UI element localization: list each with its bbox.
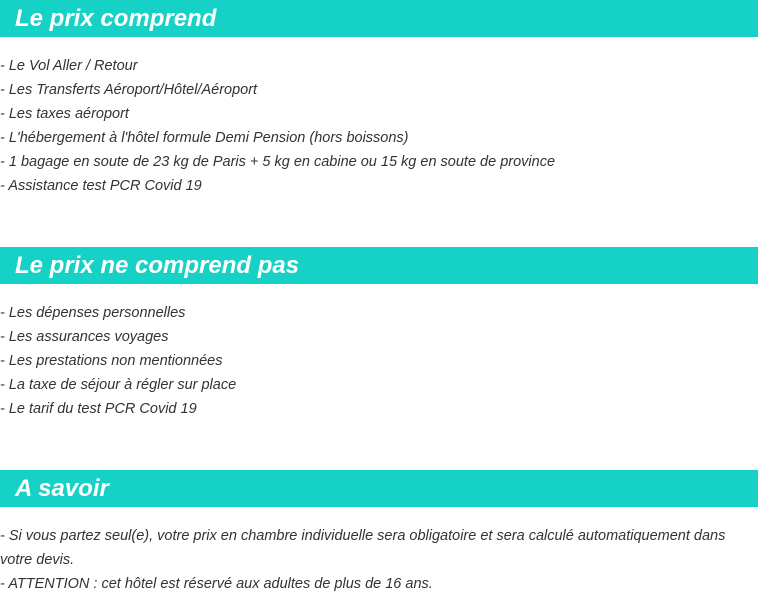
excluded-list	[0, 301, 758, 421]
list-item: - Les prestations non mentionnées	[0, 353, 223, 369]
list-item: - Le Vol Aller / Retour	[0, 58, 138, 74]
list-item: - Si vous partez seul(e), votre prix en chambre individuelle sera obligatoire et sera calculé automatiquement dans votre devis.	[0, 528, 726, 568]
list-item: - ATTENTION : cet hôtel est réservé aux adultes de plus de 16 ans.	[0, 576, 433, 592]
list-item: - Les taxes aéroport	[0, 106, 129, 122]
list-item: - 1 bagage en soute de 23 kg de Paris + 5 kg en cabine ou 15 kg en soute de province	[0, 154, 556, 170]
section-title-a-savoir: A savoir	[0, 470, 758, 507]
list-item: - Les Transferts Aéroport/Hôtel/Aéroport	[0, 82, 258, 98]
list-item: - L'hébergement à l'hôtel formule Demi Pension (hors boissons)	[0, 130, 409, 146]
list-item: - Assistance test PCR Covid 19	[0, 178, 202, 194]
list-item: - Les assurances voyages	[0, 329, 169, 345]
included-list	[0, 54, 758, 198]
section-title-prix-ne-comprend-pas: Le prix ne comprend pas	[0, 247, 758, 284]
list-item: - Le tarif du test PCR Covid 19	[0, 401, 197, 417]
list-item: - La taxe de séjour à régler sur place	[0, 377, 237, 393]
good-to-know-list	[0, 524, 758, 596]
list-item: - Les dépenses personnelles	[0, 305, 186, 321]
section-title-prix-comprend: Le prix comprend	[0, 0, 758, 37]
